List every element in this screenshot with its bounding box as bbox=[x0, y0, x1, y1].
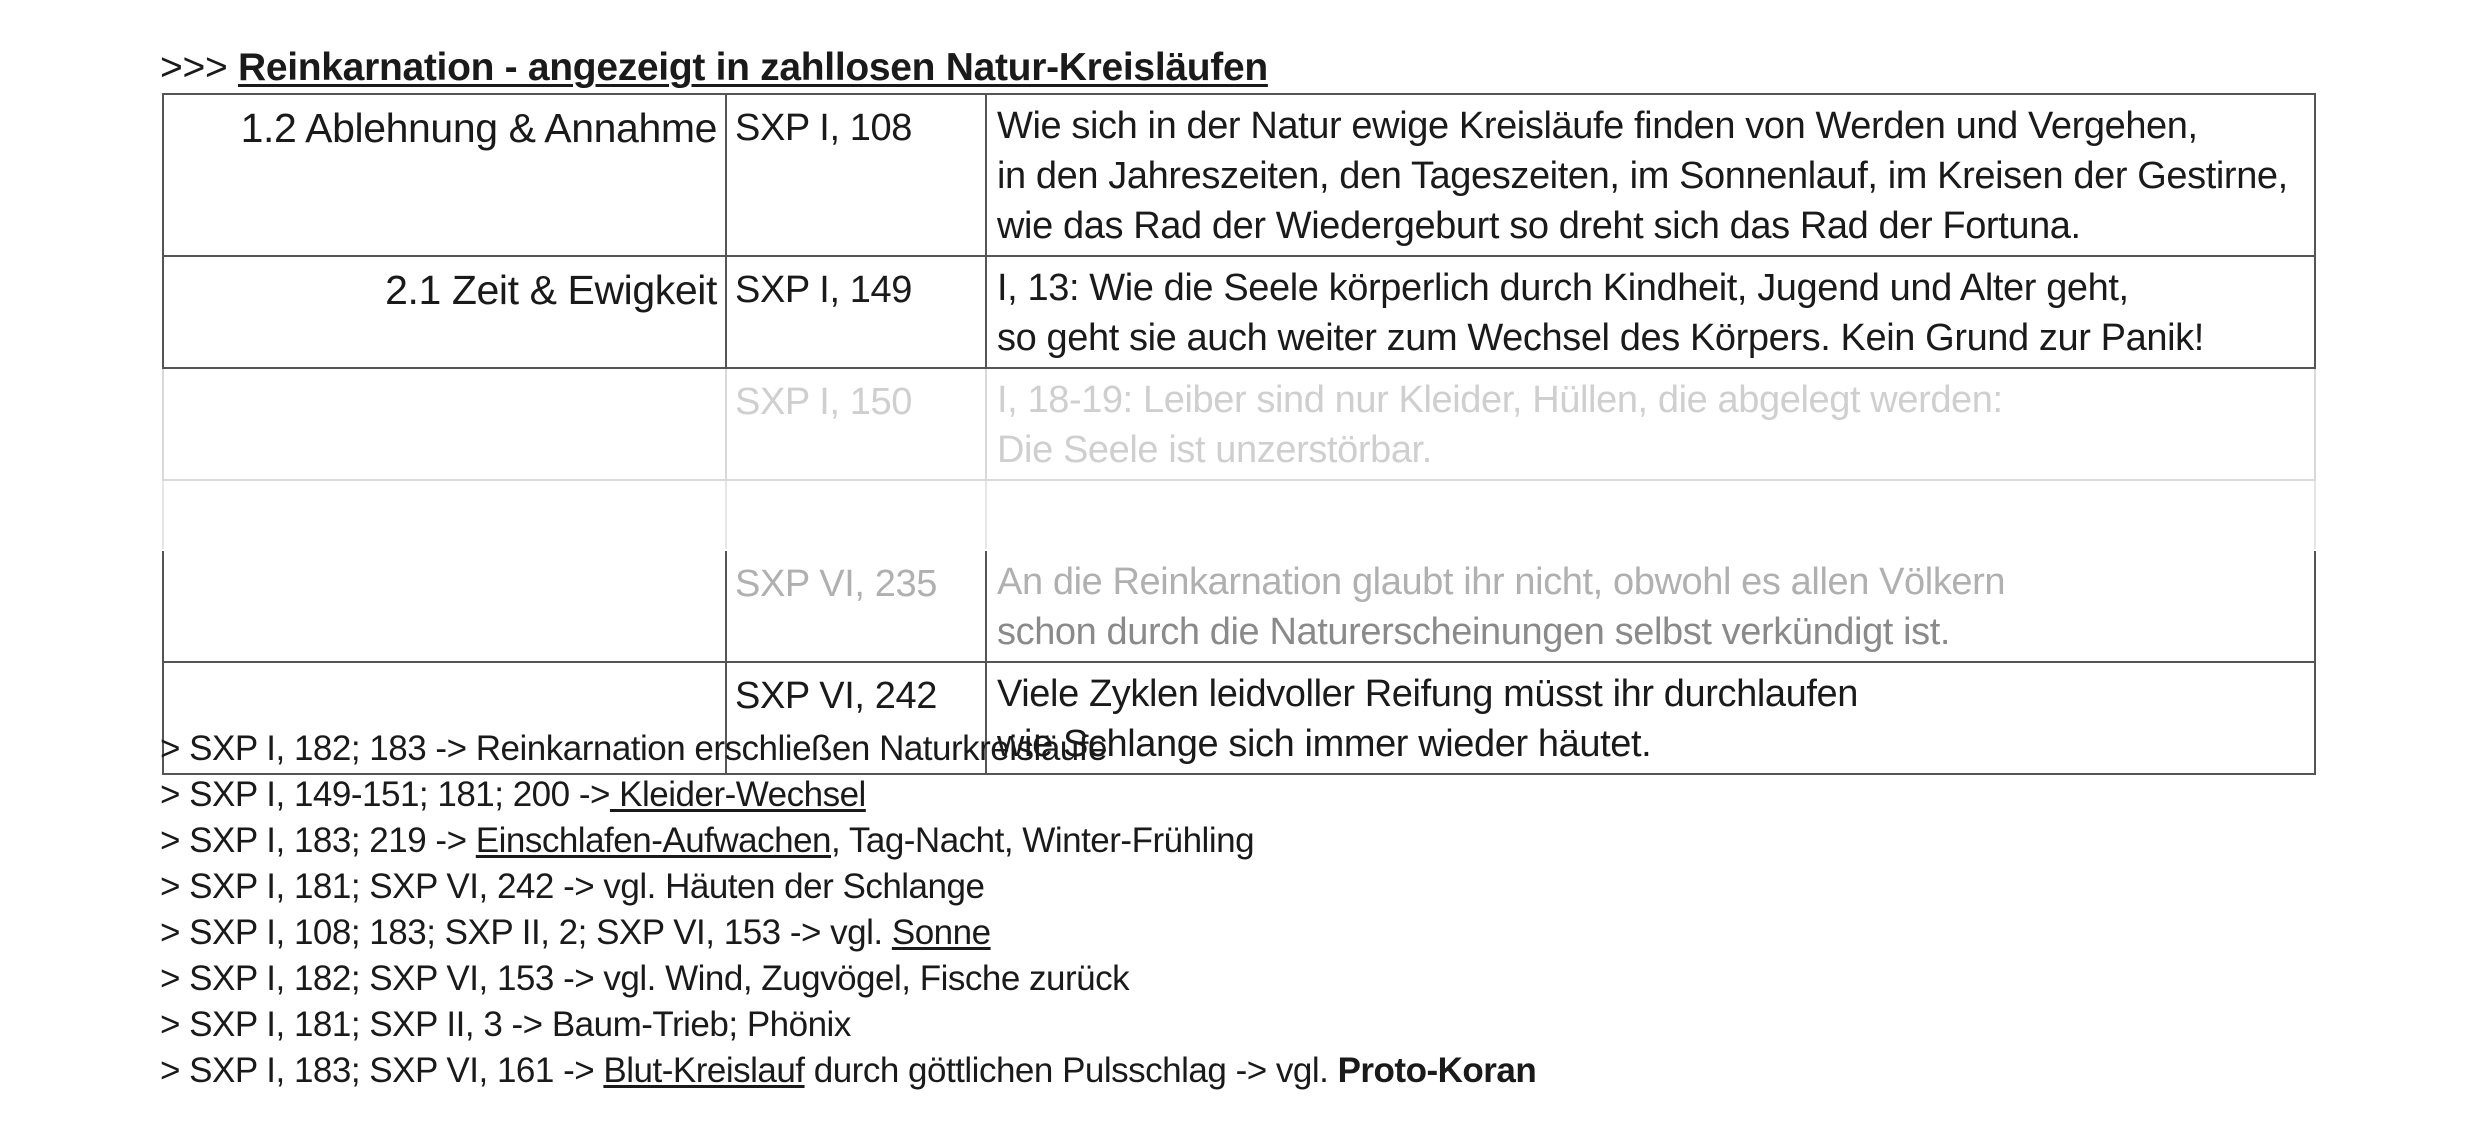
cross-reference-item bbox=[160, 726, 1536, 772]
cross-reference-item bbox=[160, 910, 1536, 956]
reference-table bbox=[162, 93, 2316, 775]
note-text: , Tag-Nacht, Winter-Frühling bbox=[831, 821, 1255, 860]
reference-cell: SXP I, 149 bbox=[726, 256, 986, 368]
quote-cell bbox=[986, 94, 2315, 256]
quote-line: wie Schlange sich immer wieder häutet. bbox=[997, 723, 1652, 765]
note-link: Kleider-Wechsel bbox=[609, 775, 866, 814]
cross-reference-item bbox=[160, 1048, 1536, 1094]
reference-cell: SXP I, 108 bbox=[726, 94, 986, 256]
quote-cell bbox=[986, 368, 2315, 480]
reference-cell: SXP VI, 242 bbox=[726, 662, 986, 774]
table-row bbox=[163, 94, 2315, 256]
note-text: > SXP I, 108; 183; SXP II, 2; SXP VI, 153 -> vgl. bbox=[160, 913, 892, 952]
note-link: Einschlafen-Aufwachen bbox=[475, 821, 832, 860]
empty-cell bbox=[986, 480, 2315, 550]
table-row bbox=[163, 368, 2315, 480]
note-text: durch göttlichen Pulsschlag -> vgl. bbox=[804, 1051, 1338, 1090]
quote-cell bbox=[986, 550, 2315, 662]
heading-title: Reinkarnation - angezeigt in zahllosen Natur-Kreisläufen bbox=[237, 46, 1268, 89]
quote-line: wie das Rad der Wiedergeburt so dreht sich das Rad der Fortuna. bbox=[997, 205, 2081, 247]
topic-cell bbox=[163, 550, 726, 662]
note-text: > SXP I, 182; SXP VI, 153 -> vgl. Wind, Zugvögel, Fische zurück bbox=[160, 959, 1130, 998]
note-text: > SXP I, 181; SXP II, 3 -> Baum-Trieb; Phönix bbox=[160, 1005, 851, 1044]
table-row-gap bbox=[163, 480, 2315, 550]
note-text: > SXP I, 183; 219 -> bbox=[160, 821, 476, 860]
empty-cell bbox=[726, 480, 986, 550]
heading-prefix: >>> bbox=[160, 46, 228, 89]
note-link: Blut-Kreislauf bbox=[603, 1051, 805, 1090]
note-text: > SXP I, 182; 183 -> Reinkarnation erschließen Naturkreisläufe bbox=[160, 729, 1107, 768]
cross-reference-item bbox=[160, 818, 1536, 864]
note-emphasis: Proto-Koran bbox=[1337, 1051, 1537, 1090]
quote-line: An die Reinkarnation glaubt ihr nicht, obwohl es allen Völkern bbox=[997, 561, 2006, 603]
quote-line: Viele Zyklen leidvoller Reifung müsst ihr durchlaufen bbox=[997, 673, 1858, 715]
quote-line: so geht sie auch weiter zum Wechsel des Körpers. Kein Grund zur Panik! bbox=[997, 317, 2204, 359]
note-link: Sonne bbox=[891, 913, 991, 952]
table-row bbox=[163, 550, 2315, 662]
quote-line: schon durch die Naturerscheinungen selbst verkündigt ist. bbox=[997, 611, 1951, 653]
note-text: > SXP I, 149-151; 181; 200 -> bbox=[160, 775, 610, 814]
table-row bbox=[163, 256, 2315, 368]
cross-reference-item bbox=[160, 1002, 1536, 1048]
quote-line: I, 18-19: Leiber sind nur Kleider, Hüllen, die abgelegt werden: bbox=[997, 379, 2003, 421]
empty-cell bbox=[163, 480, 726, 550]
topic-cell bbox=[163, 368, 726, 480]
reference-cell: SXP VI, 235 bbox=[726, 550, 986, 662]
page-heading bbox=[160, 44, 1268, 92]
quote-cell bbox=[986, 256, 2315, 368]
note-text: > SXP I, 181; SXP VI, 242 -> vgl. Häuten der Schlange bbox=[160, 867, 985, 906]
reference-cell: SXP I, 150 bbox=[726, 368, 986, 480]
quote-line: Wie sich in der Natur ewige Kreisläufe finden von Werden und Vergehen, bbox=[997, 105, 2198, 147]
cross-reference-list bbox=[160, 726, 1536, 1094]
topic-cell: 2.1 Zeit & Ewigkeit bbox=[163, 256, 726, 368]
topic-cell: 1.2 Ablehnung & Annahme bbox=[163, 94, 726, 256]
quote-line: Die Seele ist unzerstörbar. bbox=[997, 429, 1432, 471]
quote-line: in den Jahreszeiten, den Tageszeiten, im Sonnenlauf, im Kreisen der Gestirne, bbox=[997, 155, 2288, 197]
quote-line: I, 13: Wie die Seele körperlich durch Kindheit, Jugend und Alter geht, bbox=[997, 267, 2129, 309]
cross-reference-item bbox=[160, 772, 1536, 818]
cross-reference-item bbox=[160, 956, 1536, 1002]
note-text: > SXP I, 183; SXP VI, 161 -> bbox=[160, 1051, 604, 1090]
cross-reference-item bbox=[160, 864, 1536, 910]
